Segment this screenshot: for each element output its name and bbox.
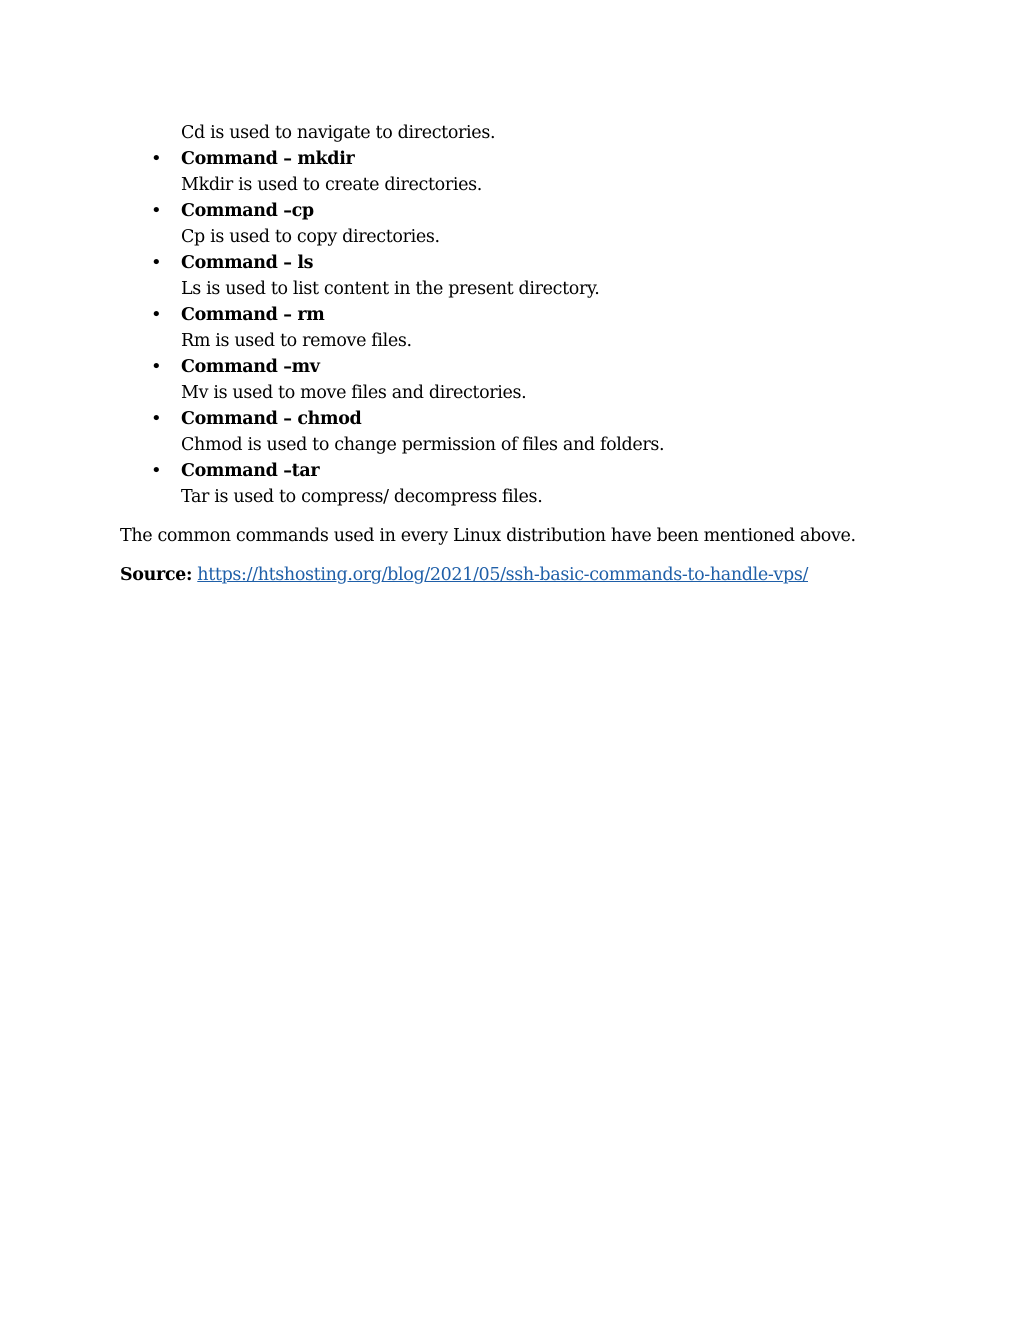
source-label: Source:	[120, 565, 193, 585]
bullet-icon: •	[151, 252, 162, 273]
command-title: • Command –cp	[120, 198, 920, 224]
command-description: Chmod is used to change permission of files and folders.	[181, 435, 665, 455]
summary-paragraph: The common commands used in every Linux distribution have been mentioned above.	[120, 526, 856, 546]
document-content	[120, 120, 920, 588]
command-item-tar	[120, 458, 920, 510]
source-line	[120, 562, 920, 588]
bullet-icon: •	[151, 304, 162, 325]
command-title: • Command – ls	[120, 250, 920, 276]
command-title: • Command – chmod	[120, 406, 920, 432]
bullet-icon: •	[151, 408, 162, 429]
command-item-mkdir	[120, 146, 920, 198]
command-description: Rm is used to remove files.	[181, 331, 412, 351]
command-item-cp	[120, 198, 920, 250]
bullet-icon: •	[151, 356, 162, 377]
command-item-chmod	[120, 406, 920, 458]
command-description: Cp is used to copy directories.	[181, 227, 440, 247]
command-description: Ls is used to list content in the present directory.	[181, 279, 600, 299]
command-item-rm	[120, 302, 920, 354]
command-description: Mkdir is used to create directories.	[181, 175, 482, 195]
command-item-mv	[120, 354, 920, 406]
command-title: • Command –tar	[120, 458, 920, 484]
source-link[interactable]: https://htshosting.org/blog/2021/05/ssh-basic-commands-to-handle-vps/	[197, 565, 808, 585]
cd-description: Cd is used to navigate to directories.	[181, 123, 496, 143]
bullet-icon: •	[151, 460, 162, 481]
command-title: • Command – rm	[120, 302, 920, 328]
bullet-icon: •	[151, 148, 162, 169]
bullet-icon: •	[151, 200, 162, 221]
command-item-ls	[120, 250, 920, 302]
command-description: Mv is used to move files and directories.	[181, 383, 527, 403]
command-title: • Command –mv	[120, 354, 920, 380]
command-description: Tar is used to compress/ decompress files.	[181, 487, 543, 507]
command-list	[120, 146, 920, 510]
command-title: • Command – mkdir	[120, 146, 920, 172]
